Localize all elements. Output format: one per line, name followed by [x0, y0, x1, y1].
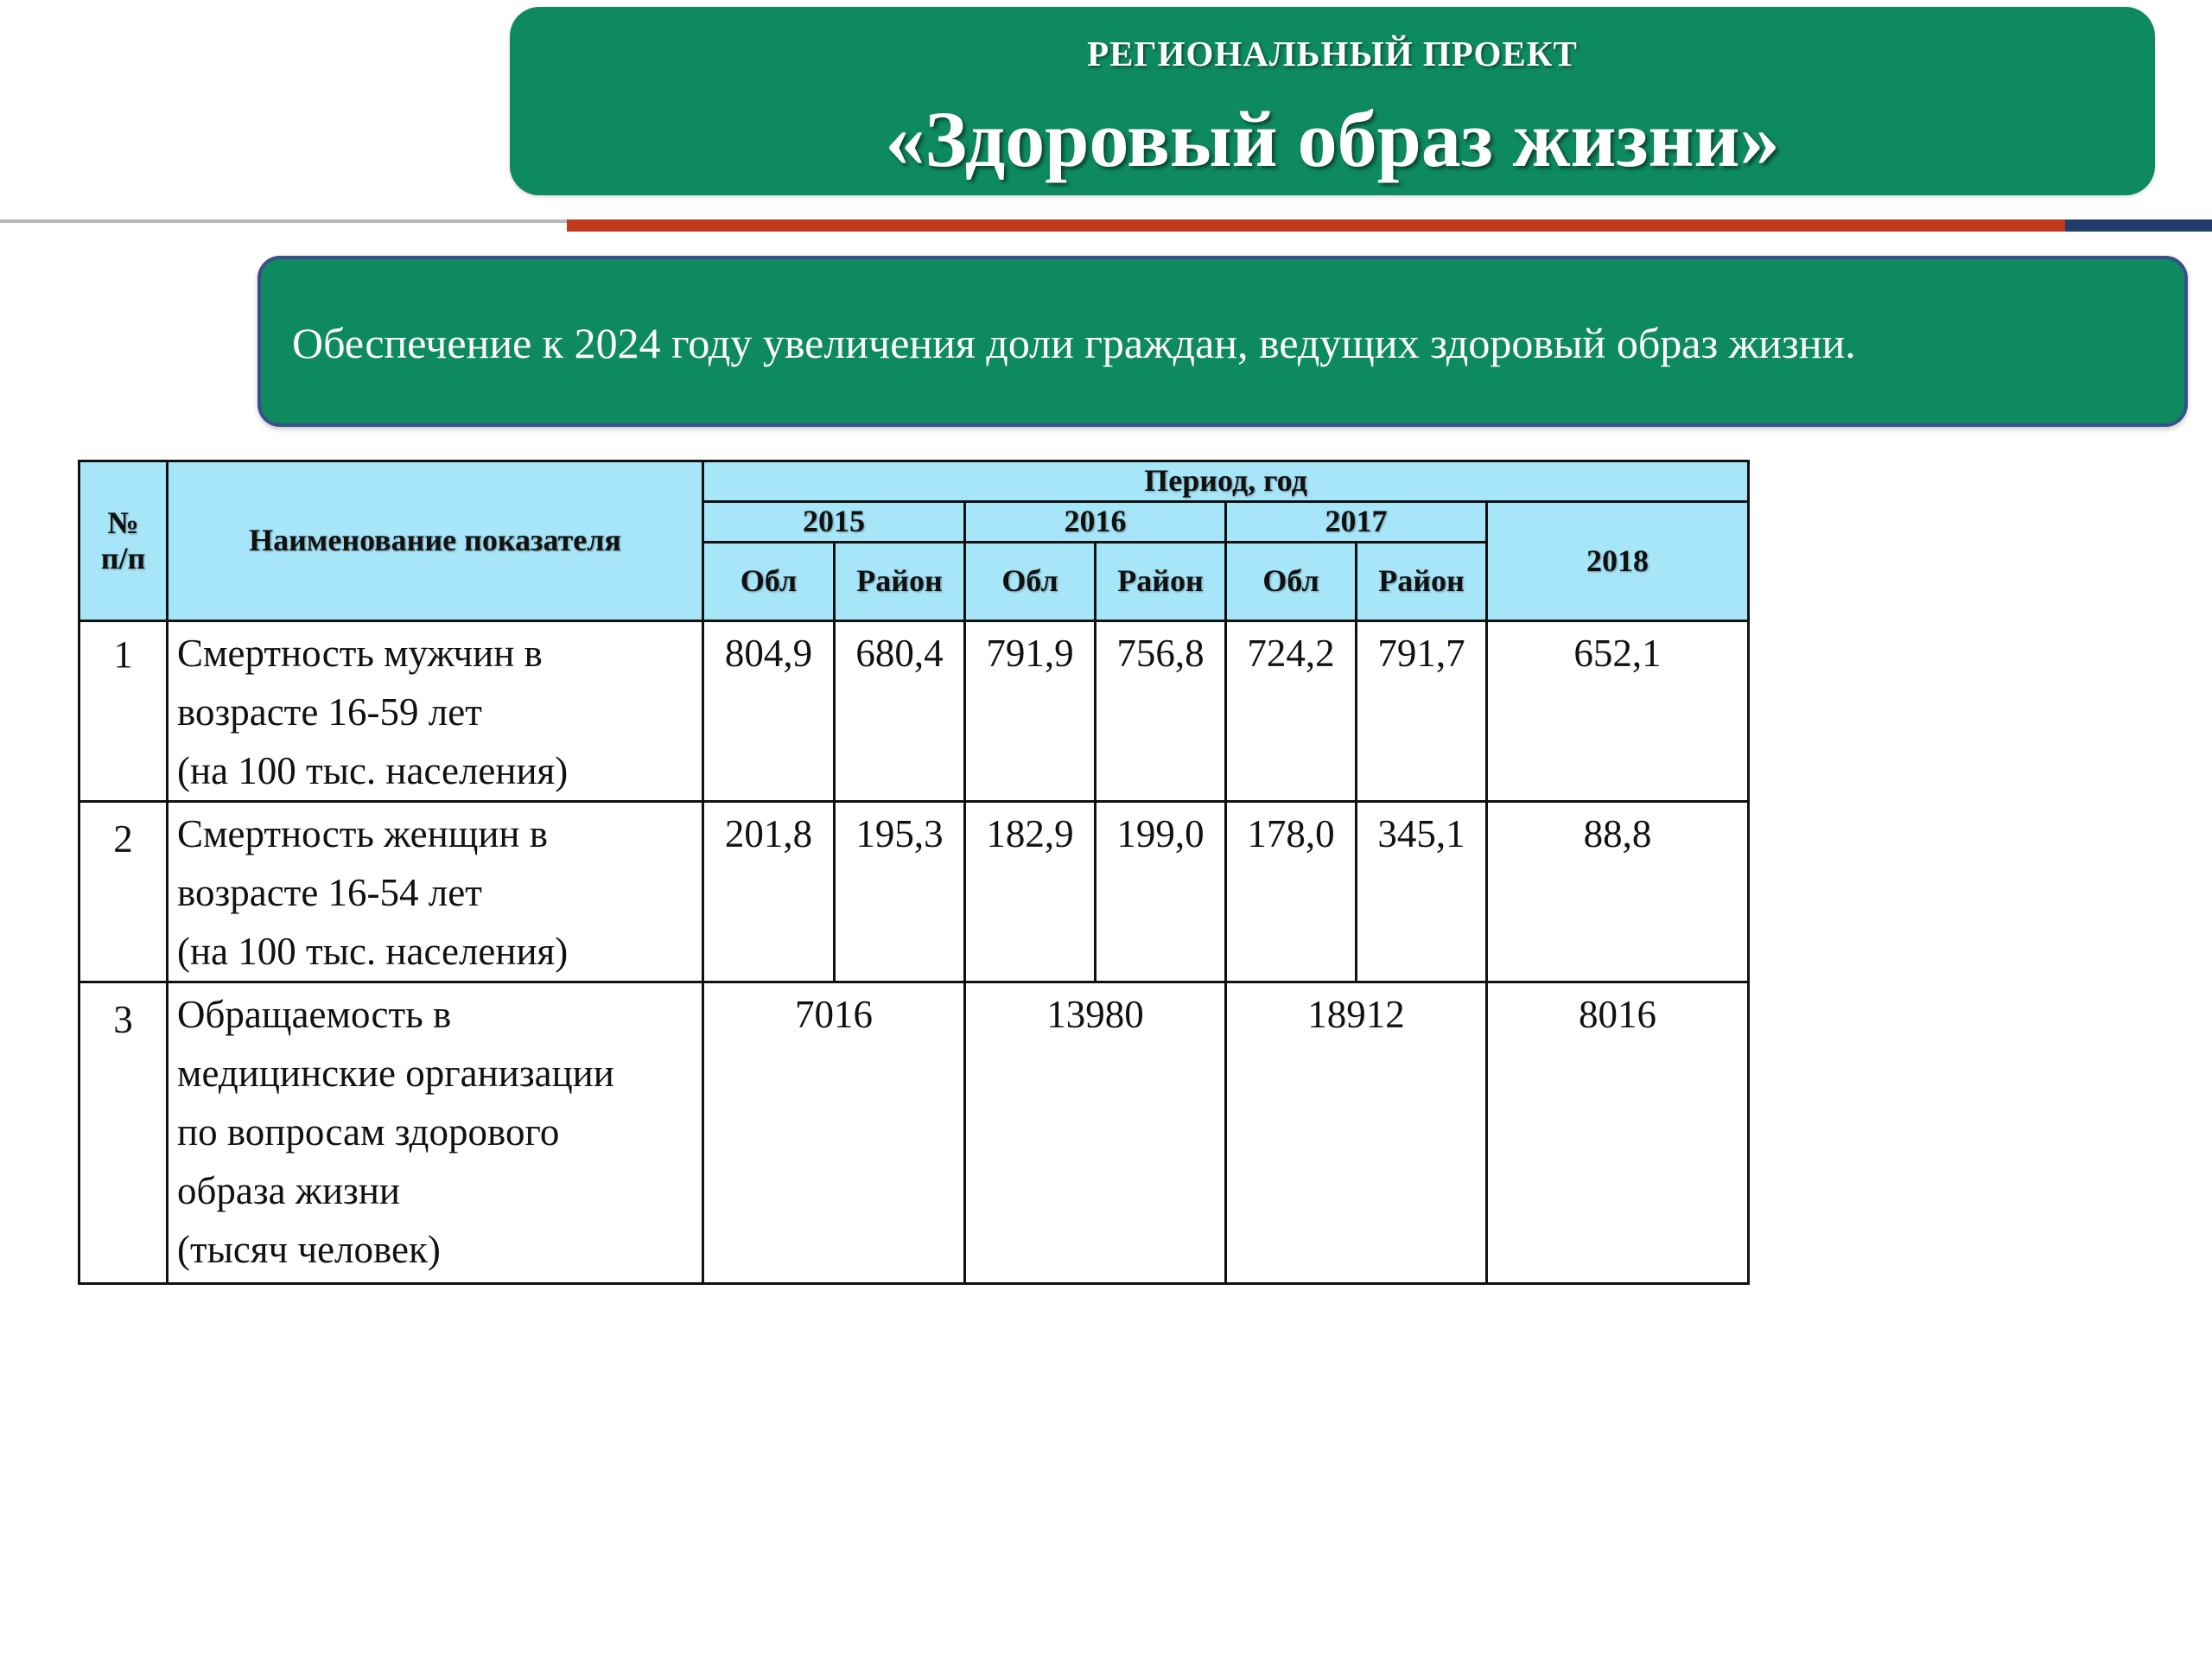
row-name-line: (на 100 тыс. населения) [177, 749, 569, 792]
header-year-2016: 2016 [965, 502, 1226, 543]
cell-value: 791,9 [965, 621, 1096, 802]
divider-blue [2065, 219, 2212, 232]
header-sub-rayon: Район [1096, 543, 1226, 621]
table-row [79, 802, 1749, 982]
banner-kicker: РЕГИОНАЛЬНЫЙ ПРОЕКТ [1087, 34, 1578, 73]
table-row [79, 621, 1749, 802]
cell-value: 201,8 [703, 802, 835, 982]
row-name [168, 802, 703, 982]
header-sub-obl: Обл [965, 543, 1096, 621]
cell-value: 8016 [1487, 982, 1749, 1284]
goal-text: Обеспечение к 2024 году увеличения доли граждан, ведущих здоровый образ жизни. [292, 319, 1856, 367]
divider-red [567, 219, 2065, 232]
goal-box [257, 256, 2188, 427]
row-name-line: возрасте 16-59 лет [177, 690, 482, 734]
cell-value: 195,3 [835, 802, 965, 982]
row-number: 3 [79, 982, 168, 1284]
divider-gray [0, 219, 567, 223]
cell-value: 178,0 [1226, 802, 1357, 982]
row-name [168, 621, 703, 802]
row-number: 2 [79, 802, 168, 982]
table-row [79, 982, 1749, 1284]
cell-value: 804,9 [703, 621, 835, 802]
header-year-2017: 2017 [1226, 502, 1487, 543]
row-number: 1 [79, 621, 168, 802]
row-name-line: образа жизни [177, 1169, 400, 1212]
indicator-table [78, 460, 1750, 1285]
cell-value: 13980 [965, 982, 1226, 1284]
header-name: Наименование показателя [168, 461, 703, 621]
cell-value: 88,8 [1487, 802, 1749, 982]
project-banner [510, 7, 2155, 195]
header-year-2015: 2015 [703, 502, 965, 543]
row-name-line: Обращаемость в [177, 993, 452, 1036]
row-name-line: возрасте 16-54 лет [177, 871, 482, 914]
row-name-line: по вопросам здорового [177, 1110, 560, 1154]
row-name-line: Смертность женщин в [177, 812, 549, 855]
row-name-line: (на 100 тыс. населения) [177, 930, 569, 973]
cell-value: 199,0 [1096, 802, 1226, 982]
header-period: Период, год [703, 461, 1749, 502]
cell-value: 345,1 [1357, 802, 1487, 982]
cell-value: 652,1 [1487, 621, 1749, 802]
cell-value: 7016 [703, 982, 965, 1284]
header-year-2018: 2018 [1487, 502, 1749, 621]
header-sub-obl: Обл [703, 543, 835, 621]
cell-value: 791,7 [1357, 621, 1487, 802]
banner-title: «Здоровый образ жизни» [885, 95, 1780, 183]
header-num-label: № п/п [100, 505, 146, 575]
cell-value: 724,2 [1226, 621, 1357, 802]
header-num [79, 461, 168, 621]
cell-value: 182,9 [965, 802, 1096, 982]
row-name-line: Смертность мужчин в [177, 632, 543, 675]
cell-value: 680,4 [835, 621, 965, 802]
row-name [168, 982, 703, 1284]
cell-value: 756,8 [1096, 621, 1226, 802]
header-sub-rayon: Район [1357, 543, 1487, 621]
cell-value: 18912 [1226, 982, 1487, 1284]
row-name-line: медицинские организации [177, 1052, 614, 1095]
row-name-line: (тысяч человек) [177, 1228, 441, 1271]
header-sub-rayon: Район [835, 543, 965, 621]
header-sub-obl: Обл [1226, 543, 1357, 621]
